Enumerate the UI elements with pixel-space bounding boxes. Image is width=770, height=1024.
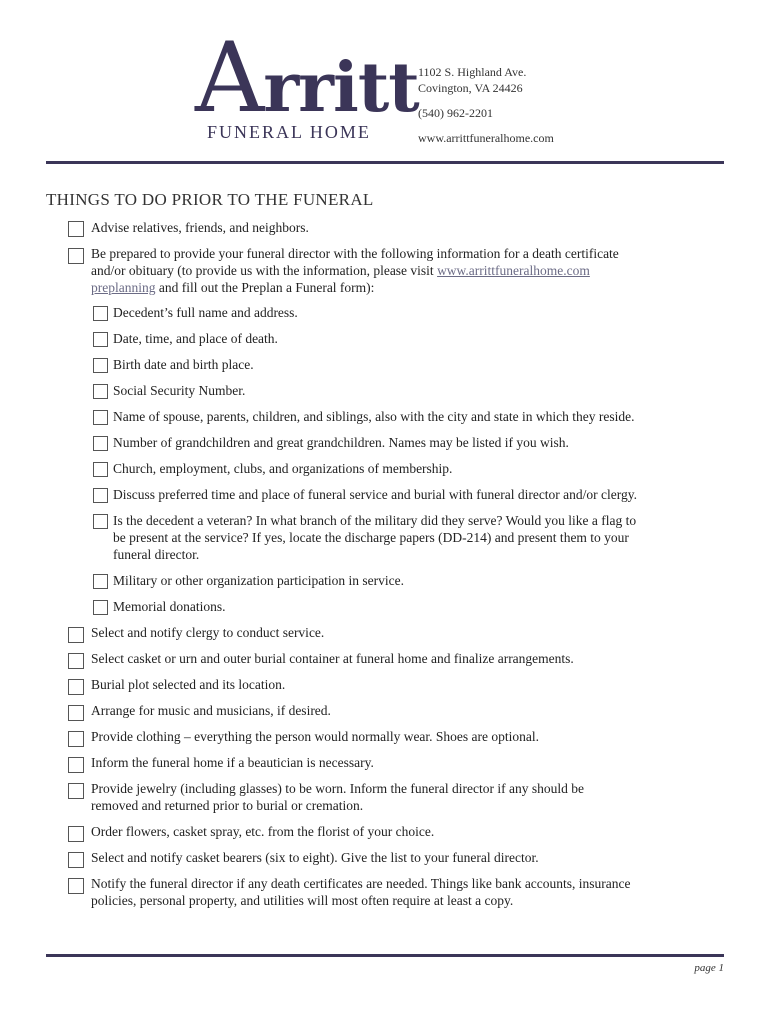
checkbox-sub[interactable] xyxy=(93,358,108,373)
checkbox-main[interactable] xyxy=(68,757,84,773)
address-line-2: Covington, VA 24426 xyxy=(418,81,523,95)
sub-item: Discuss preferred time and place of funeral service and burial with funeral director and/or clergy. xyxy=(113,487,638,502)
checkbox-sub[interactable] xyxy=(93,332,108,347)
checkbox-sub[interactable] xyxy=(93,488,108,503)
checkbox-jewelry[interactable] xyxy=(68,783,84,799)
checkbox-certificates[interactable] xyxy=(68,878,84,894)
item-be-prepared-line2: and/or obituary (to provide us with the information, please visit www.arrittfuneralhome.com xyxy=(91,263,590,278)
logo-wordmark: Arritt xyxy=(195,22,419,134)
sub-item: Memorial donations. xyxy=(113,599,226,614)
sub-item: Number of grandchildren and great grandchildren. Names may be listed if you wish. xyxy=(113,435,569,450)
item-advise: Advise relatives, friends, and neighbors. xyxy=(91,220,309,235)
sub-item: Decedent’s full name and address. xyxy=(113,305,298,320)
main-item-jewelry-line2: removed and returned prior to burial or cremation. xyxy=(91,798,364,813)
website-link[interactable]: www.arrittfuneralhome.com xyxy=(437,263,590,278)
checkbox-veteran[interactable] xyxy=(93,514,108,529)
sub-item-veteran-line1: Is the decedent a veteran? In what branch of the military did they serve? Would you like a flag to xyxy=(113,513,637,528)
main-item-jewelry-line1: Provide jewelry (including glasses) to be worn. Inform the funeral director if any should be xyxy=(91,781,584,796)
main-item: Inform the funeral home if a beautician is necessary. xyxy=(91,755,374,770)
checkbox-sub[interactable] xyxy=(93,306,108,321)
main-item-certificates-line1: Notify the funeral director if any death certificates are needed. Things like bank accounts, insurance xyxy=(91,876,631,891)
main-item: Select and notify casket bearers (six to eight). Give the list to your funeral director. xyxy=(91,850,539,865)
checkbox-sub[interactable] xyxy=(93,462,108,477)
main-item: Select and notify clergy to conduct service. xyxy=(91,625,325,640)
main-item-certificates-line2: policies, personal property, and utilities will most often require at least a copy. xyxy=(91,893,514,908)
sub-item: Church, employment, clubs, and organizations of membership. xyxy=(113,461,453,476)
page-number: page 1 xyxy=(694,962,724,974)
sub-item: Social Security Number. xyxy=(113,383,246,398)
main-item: Arrange for music and musicians, if desired. xyxy=(91,703,331,718)
phone: (540) 962-2201 xyxy=(418,106,493,120)
checkbox-main[interactable] xyxy=(68,679,84,695)
checkbox-main[interactable] xyxy=(68,705,84,721)
checkbox-sub[interactable] xyxy=(93,436,108,451)
checkbox-sub[interactable] xyxy=(93,574,108,589)
checkbox-main[interactable] xyxy=(68,826,84,842)
website: www.arrittfuneralhome.com xyxy=(418,131,554,145)
bottom-divider xyxy=(46,954,724,957)
sub-item: Date, time, and place of death. xyxy=(113,331,278,346)
checkbox-main[interactable] xyxy=(68,653,84,669)
preplanning-link[interactable]: preplanning xyxy=(91,280,156,295)
sub-item: Name of spouse, parents, children, and siblings, also with the city and state in which they reside. xyxy=(113,409,635,424)
top-divider xyxy=(46,161,724,164)
logo-subtitle: FUNERAL HOME xyxy=(207,122,371,142)
checkbox-main[interactable] xyxy=(68,852,84,868)
section-title: THINGS TO DO PRIOR TO THE FUNERAL xyxy=(46,190,374,209)
item-be-prepared-line3: preplanning and fill out the Preplan a Funeral form): xyxy=(91,280,375,295)
address-line-1: 1102 S. Highland Ave. xyxy=(418,65,527,79)
main-item: Burial plot selected and its location. xyxy=(91,677,286,692)
item-be-prepared-line1: Be prepared to provide your funeral director with the following information for a death certificate xyxy=(91,246,619,261)
contact-block xyxy=(418,64,554,146)
main-item: Provide clothing – everything the person would normally wear. Shoes are optional. xyxy=(91,729,540,744)
checkbox-sub[interactable] xyxy=(93,410,108,425)
checkbox-sub[interactable] xyxy=(93,600,108,615)
sub-item-veteran-line2: be present at the service? If yes, locate the discharge papers (DD-214) and present them to your xyxy=(113,530,629,545)
checkbox-be-prepared[interactable] xyxy=(68,248,84,264)
main-item: Select casket or urn and outer burial container at funeral home and finalize arrangements. xyxy=(91,651,574,666)
sub-item-veteran-line3: funeral director. xyxy=(113,547,200,562)
checkbox-main[interactable] xyxy=(68,627,84,643)
main-item: Order flowers, casket spray, etc. from the florist of your choice. xyxy=(91,824,435,839)
checkbox-sub[interactable] xyxy=(93,384,108,399)
logo xyxy=(195,22,419,145)
sub-item: Military or other organization participation in service. xyxy=(113,573,405,588)
sub-item: Birth date and birth place. xyxy=(113,357,254,372)
checkbox-main[interactable] xyxy=(68,731,84,747)
checkbox-advise[interactable] xyxy=(68,221,84,237)
